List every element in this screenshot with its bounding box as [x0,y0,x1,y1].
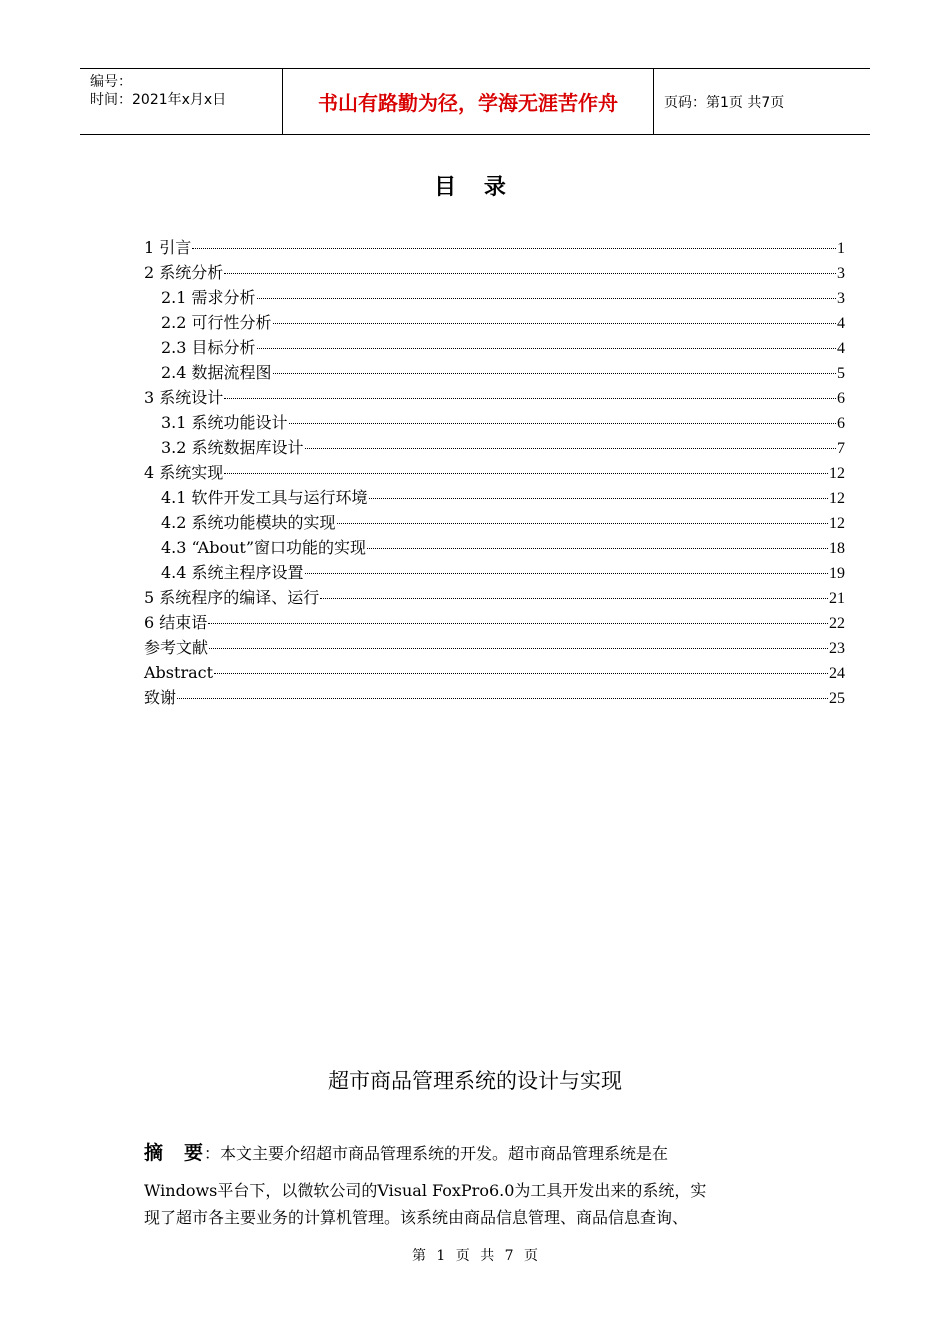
toc-entry[interactable] [144,385,845,410]
abstract-line: 现了超市各主要业务的计算机管理。该系统由商品信息管理、商品信息查询、 [144,1208,689,1227]
header-meta [80,69,282,134]
toc-entry-label: 3.2 系统数据库设计 [161,438,304,457]
header-motto: 书山有路勤为径，学海无涯苦作舟 [282,69,654,134]
toc-entry-label: 4.3 “About”窗口功能的实现 [161,538,366,557]
toc-entry[interactable] [144,485,845,510]
toc-leader-dots [214,673,828,674]
toc-entry[interactable] [144,660,845,685]
toc-entry[interactable] [144,235,845,260]
toc-entry-label: 2.2 可行性分析 [161,313,272,332]
toc-entry-label: 2 系统分析 [144,263,224,282]
toc-entry[interactable] [144,360,845,385]
toc-entry-page: 21 [829,590,845,607]
toc-entry-label: 4.1 软件开发工具与运行环境 [161,488,368,507]
document-title: 超市商品管理系统的设计与实现 [328,1069,622,1093]
number-label: 编号： [90,74,132,90]
page-footer: 第 1 页 共 7 页 [411,1248,539,1264]
toc-entry[interactable] [144,460,845,485]
abstract-first-line [144,1140,809,1167]
toc-leader-dots [337,523,828,524]
toc-entry-page: 6 [837,390,845,407]
toc-entry-page: 22 [829,615,845,632]
toc-entry[interactable] [144,685,845,710]
toc-entry-page: 12 [829,465,845,482]
toc-entry-label: 2.3 目标分析 [161,338,256,357]
page-header [80,68,870,135]
header-page-info: 页码：第1页 共7页 [664,94,785,111]
toc-leader-dots [257,348,836,349]
toc-entry-page: 23 [829,640,845,657]
toc-leader-dots [224,473,828,474]
toc-entry-page: 5 [837,365,845,382]
toc-entry-label: 4 系统实现 [144,463,224,482]
toc-entry-page: 4 [837,315,845,332]
toc-entry-page: 7 [837,440,845,457]
toc-entry[interactable] [144,560,845,585]
toc-leader-dots [192,248,836,249]
toc-leader-dots [209,648,828,649]
toc-entry-page: 24 [829,665,845,682]
toc-entry-page: 25 [829,690,845,707]
toc-entry-label: 4.4 系统主程序设置 [161,563,304,582]
toc-leader-dots [224,273,836,274]
toc-entry[interactable] [144,435,845,460]
toc-title: 目 录 [434,175,516,200]
toc-entry-label: 4.2 系统功能模块的实现 [161,513,336,532]
toc-entry-page: 1 [837,240,845,257]
toc-entry-page: 3 [837,290,845,307]
toc-leader-dots [208,623,828,624]
toc-entry[interactable] [144,635,845,660]
toc-leader-dots [273,323,836,324]
toc-entry-page: 6 [837,415,845,432]
toc-entry[interactable] [144,260,845,285]
toc-entry-page: 18 [829,540,845,557]
table-of-contents [144,235,845,710]
toc-entry-label: 6 结束语 [144,613,208,632]
toc-entry[interactable] [144,510,845,535]
toc-entry-label: Abstract [144,663,214,682]
toc-leader-dots [257,298,836,299]
toc-entry-page: 12 [829,490,845,507]
toc-leader-dots [273,373,836,374]
toc-leader-dots [289,423,836,424]
toc-entry-label: 2.1 需求分析 [161,288,256,307]
toc-entry[interactable] [144,585,845,610]
abstract-line: ：本文主要介绍超市商品管理系统的开发。超市商品管理系统是在 [204,1144,669,1163]
toc-entry-label: 5 系统程序的编译、运行 [144,588,320,607]
abstract [144,1140,809,1231]
toc-entry-label: 3 系统设计 [144,388,224,407]
toc-entry-page: 4 [837,340,845,357]
toc-leader-dots [224,398,836,399]
toc-entry-label: 1 引言 [144,238,192,257]
toc-leader-dots [177,698,828,699]
toc-entry-page: 19 [829,565,845,582]
abstract-line: Windows平台下，以微软公司的Visual FoxPro6.0为工具开发出来的系统，实 [144,1181,707,1200]
toc-entry[interactable] [144,610,845,635]
time-label: 时间：2021年x月x日 [90,92,227,108]
toc-entry[interactable] [144,310,845,335]
toc-leader-dots [305,573,828,574]
toc-entry[interactable] [144,285,845,310]
toc-entry[interactable] [144,410,845,435]
toc-leader-dots [320,598,828,599]
toc-entry-label: 参考文献 [144,638,209,657]
toc-entry[interactable] [144,535,845,560]
toc-entry-label: 致谢 [144,688,177,707]
toc-leader-dots [369,498,828,499]
toc-entry-page: 12 [829,515,845,532]
toc-entry-page: 3 [837,265,845,282]
toc-entry[interactable] [144,335,845,360]
toc-entry-label: 2.4 数据流程图 [161,363,272,382]
abstract-heading: 摘 要 [144,1142,205,1164]
toc-entry-label: 3.1 系统功能设计 [161,413,288,432]
toc-leader-dots [305,448,836,449]
toc-leader-dots [367,548,828,549]
